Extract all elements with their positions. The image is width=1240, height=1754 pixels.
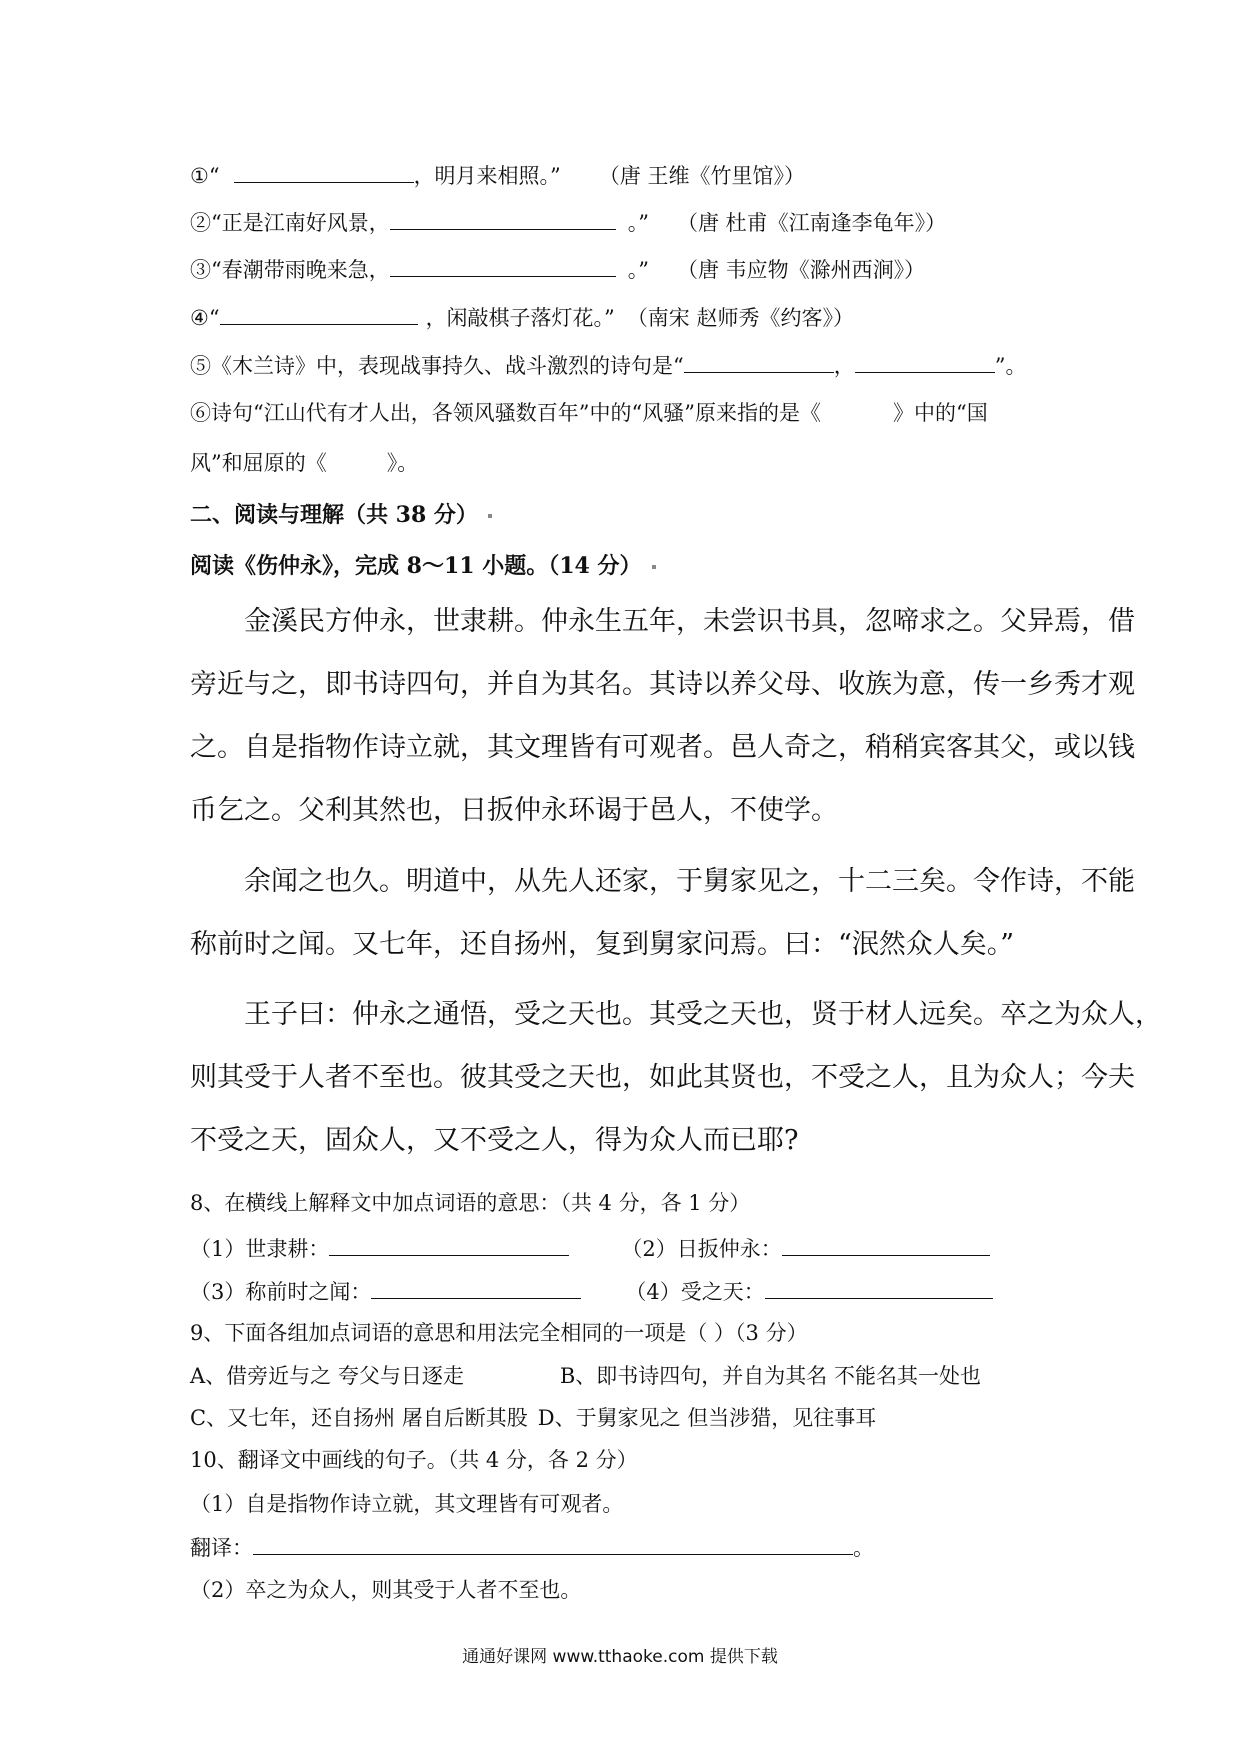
- answer-blank[interactable]: [765, 1276, 993, 1299]
- passage-line: 币乞之。父利其然也，日扳仲永环谒于邑人，不使学。: [190, 795, 838, 826]
- answer-blank[interactable]: [220, 302, 418, 325]
- question-7-6-line1: ⑥诗句“江山代有才人出，各领风骚数百年”中的“风骚”原来指的是《 》中的“国: [190, 401, 988, 425]
- passage-line: 不受之天，固众人，又不受之人，得为众人而已耶?: [190, 1125, 799, 1156]
- question-10-translate: 翻译： 。: [190, 1532, 874, 1563]
- passage-line: 王子曰：仲永之通悟，受之天也。其受之天也，贤于材人远矣。卒之为众人，: [244, 999, 1162, 1030]
- question-7-3: ③“春潮带雨晚来急， 。” （唐 韦应物《滁州西涧》）: [190, 254, 925, 285]
- answer-blank[interactable]: [684, 350, 834, 373]
- passage-line: 金溪民方仲永，世隶耕。仲永生五年，未尝识书具，忽啼求之。父异焉，借: [244, 606, 1135, 637]
- option-d[interactable]: D、于舅家见之 但当涉猎，见往事耳: [537, 1406, 877, 1430]
- question-7-2: ②“正是江南好风景， 。” （唐 杜甫《江南逢李龟年》）: [190, 207, 946, 238]
- answer-blank[interactable]: [253, 1532, 853, 1555]
- section-2-title: 二、阅读与理解（共 38 分）: [190, 500, 492, 530]
- passage-line: 余闻之也久。明道中，从先人还家，于舅家见之，十二三矣。令作诗，不能: [244, 866, 1135, 897]
- question-10-1: （1）自是指物作诗立就，其文理皆有可观者。: [190, 1492, 624, 1516]
- passage-line: 旁近与之，即书诗四句，并自为其名。其诗以养父母、收族为意，传一乡秀才观: [190, 669, 1135, 700]
- option-a[interactable]: A、借旁近与之 夸父与日逐走: [190, 1364, 464, 1388]
- question-9-options-cd: [190, 1403, 876, 1433]
- passage-line: 称前时之闻。又七年，还自扬州，复到舅家问焉。曰：“泯然众人矣。”: [190, 929, 1015, 960]
- question-7-6-line2: 风”和屈原的《 》。: [190, 451, 419, 475]
- question-9: 9、下面各组加点词语的意思和用法完全相同的一项是（ ）（3 分）: [190, 1321, 808, 1345]
- answer-blank[interactable]: [855, 350, 995, 373]
- answer-blank[interactable]: [782, 1233, 990, 1256]
- question-8-row-1: （1）世隶耕： （2）日扳仲永：: [190, 1233, 990, 1264]
- question-7-1: ①“ ，明月来相照。” （唐 王维《竹里馆》）: [190, 160, 805, 191]
- passage-line: 之。自是指物作诗立就，其文理皆有可观者。邑人奇之，稍稍宾客其父，或以钱: [190, 732, 1135, 763]
- question-10: 10、翻译文中画线的句子。（共 4 分，各 2 分）: [190, 1448, 638, 1472]
- scan-mark: [652, 565, 656, 569]
- answer-blank[interactable]: [234, 160, 414, 183]
- question-7-5: ⑤《木兰诗》中，表现战事持久、战斗激烈的诗句是“ ， ”。: [190, 350, 1026, 381]
- answer-blank[interactable]: [390, 207, 616, 230]
- question-7-4: ④“ ，闲敲棋子落灯花。” （南宋 赵师秀《约客》）: [190, 302, 854, 333]
- answer-blank[interactable]: [390, 254, 616, 277]
- question-8: 8、在横线上解释文中加点词语的意思：（共 4 分，各 1 分）: [190, 1191, 751, 1215]
- question-10-2: （2）卒之为众人，则其受于人者不至也。: [190, 1578, 582, 1602]
- option-c[interactable]: C、又七年，还自扬州 屠自后断其股: [190, 1406, 528, 1430]
- question-9-options-ab: [190, 1361, 981, 1391]
- scan-mark: [488, 514, 492, 518]
- reading-title: 阅读《伤仲永》，完成 8～11 小题。（14 分）: [190, 551, 656, 581]
- question-8-row-2: （3）称前时之闻： （4）受之天：: [190, 1276, 993, 1307]
- option-b[interactable]: B、即书诗四句，并自为其名 不能名其一处也: [559, 1364, 981, 1388]
- answer-blank[interactable]: [329, 1233, 569, 1256]
- answer-blank[interactable]: [371, 1276, 581, 1299]
- footer: 通通好课网 www.tthaoke.com 提供下载: [462, 1647, 778, 1667]
- passage-line: 则其受于人者不至也。彼其受之天也，如此其贤也，不受之人，且为众人；今夫: [190, 1062, 1135, 1093]
